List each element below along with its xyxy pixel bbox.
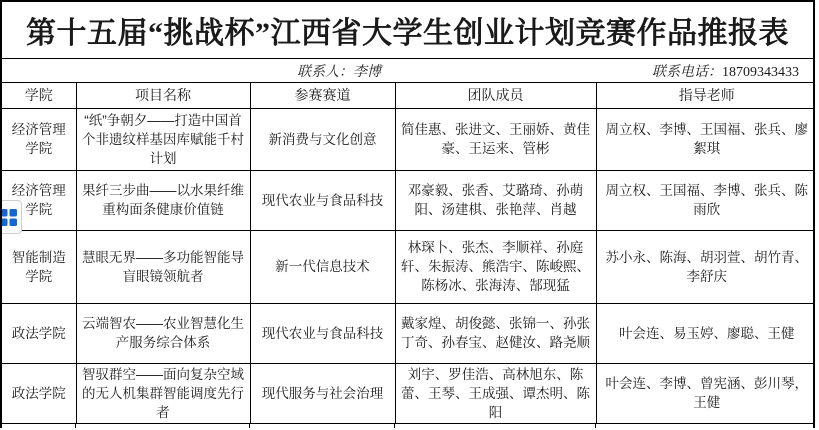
cell-college: 政法学院 [2,363,76,423]
cell-track: 现代服务与社会治理 [250,363,395,423]
stub-cell [2,424,76,429]
cell-project: 智驭群空——面向复杂空域的无人机集群智能调度先行者 [76,363,250,423]
cell-track: 现代农业与食品科技 [250,303,395,363]
cell-college: 政法学院 [2,303,76,363]
cell-teachers: 叶会连、李博、曾宪涵、彭川琴，王健 [596,363,815,423]
table-row [2,230,815,303]
cell-teachers: 苏小永、陈海、胡羽萱、胡竹青、李舒庆 [596,230,815,303]
cell-college: 经济管理学院 [2,108,76,170]
header-track: 参赛赛道 [250,83,395,108]
next-row-partial [2,424,813,429]
contact-person [297,61,381,81]
contact-phone-value: 18709343433 [722,64,799,80]
contact-person-label: 联系人： [297,64,353,80]
header-teachers: 指导老师 [596,83,815,108]
contact-phone-label: 联系电话： [652,64,722,80]
cell-project: 云端智农——农业智慧化生产服务综合体系 [76,303,250,363]
table-row [2,303,815,363]
contact-person-value: 李博 [353,64,381,80]
contact-row [2,59,813,83]
table-row [2,108,815,170]
cell-college: 经济管理学院 [2,170,76,230]
contact-phone [652,61,799,81]
cell-teachers: 周立权、王国福、李博、张兵、陈雨欣 [596,170,815,230]
cell-members: 刘宇、罗佳浩、高林旭东、陈蕾、王琴、王成强、谭杰明、陈阳 [395,363,596,423]
cell-track: 新消费与文化创意 [250,108,395,170]
stub-cell [76,424,250,429]
header-members: 团队成员 [395,83,596,108]
cell-track: 现代农业与食品科技 [250,170,395,230]
cell-members: 戴家煌、胡俊懿、张锦一、孙张丁奇、孙春宝、赵健汝、路尧顺 [395,303,596,363]
table-header-row [2,83,815,108]
header-college: 学院 [2,83,76,108]
cell-members: 林琛卜、张杰、李顺祥、孙庭轩、朱振涛、熊浩宇、陈峻熙、陈杨冰、张海涛、郜现猛 [395,230,596,303]
cell-college: 智能制造学院 [2,230,76,303]
cell-project: 果纤三步曲——以水果纤维重构面条健康价值链 [76,170,250,230]
table-row [2,170,815,230]
table-row [2,363,815,423]
app-grid-widget[interactable] [0,200,22,234]
stub-cell [395,424,596,429]
header-project: 项目名称 [76,83,250,108]
app-grid-icon [0,209,17,226]
recommendation-table [2,83,815,424]
cell-project: “纸”争朝夕——打造中国首个非遗纹样基因库赋能千村计划 [76,108,250,170]
cell-teachers: 叶会连、易玉婷、廖聪、王健 [596,303,815,363]
stub-cell [596,424,813,429]
cell-track: 新一代信息技术 [250,230,395,303]
cell-members: 简佳惠、张进文、王丽娇、黄佳豪、王运来、管彬 [395,108,596,170]
cell-members: 邓豪毅、张香、艾璐琦、孙萌阳、汤建棋、张艳萍、肖越 [395,170,596,230]
cell-teachers: 周立权、李博、王国福、张兵、廖絮琪 [596,108,815,170]
cell-project: 慧眼无界——多功能智能导盲眼镜领航者 [76,230,250,303]
stub-cell [250,424,395,429]
page-title: 第十五届“挑战杯”江西省大学生创业计划竞赛作品推报表 [2,2,813,59]
